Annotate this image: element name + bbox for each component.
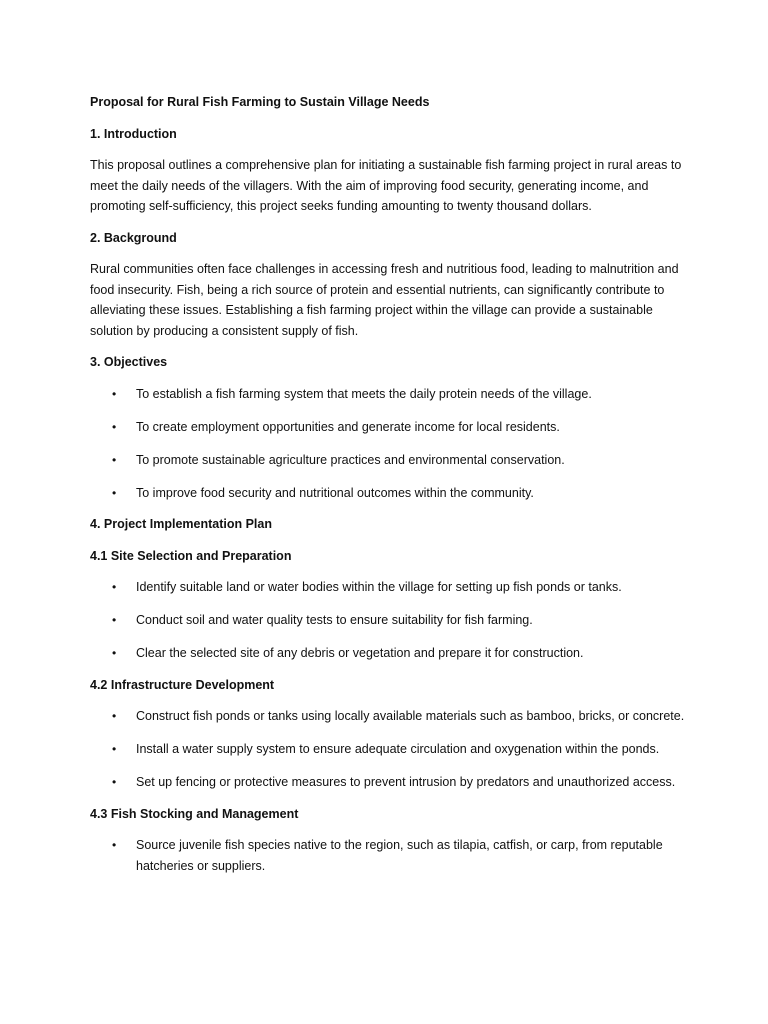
list-item — [90, 577, 690, 598]
bullet-icon: • — [112, 742, 117, 756]
section-heading-infrastructure: 4.2 Infrastructure Development — [90, 677, 275, 692]
list-item — [90, 450, 690, 471]
list-item — [90, 417, 690, 438]
list-item-text: Identify suitable land or water bodies within the village for setting up fish ponds or tanks. — [136, 580, 622, 594]
infrastructure-list — [90, 706, 690, 793]
list-item-text: Clear the selected site of any debris or vegetation and prepare it for construction. — [136, 646, 584, 660]
introduction-paragraph: This proposal outlines a comprehensive plan for initiating a sustainable fish farming project in rural areas to meet the daily needs of the villagers. With the aim of improving food security, generating income, and promoting self-sufficiency, this project seeks funding amounting to twenty thousand dollars. — [90, 158, 682, 213]
section-heading-implementation-plan: 4. Project Implementation Plan — [90, 517, 272, 531]
bullet-icon: • — [112, 838, 117, 852]
list-item-text: Set up fencing or protective measures to prevent intrusion by predators and unauthorized access. — [136, 775, 676, 789]
list-item-text: To establish a fish farming system that meets the daily protein needs of the village. — [136, 386, 592, 401]
list-item-text: Source juvenile fish species native to the region, such as tilapia, catfish, or carp, from reputable hatcheries or suppliers. — [136, 838, 663, 873]
bullet-icon: • — [112, 485, 117, 500]
list-item — [90, 739, 690, 760]
list-item — [90, 835, 690, 876]
bullet-icon: • — [112, 613, 117, 627]
section-heading-objectives: 3. Objectives — [90, 355, 168, 369]
list-item-text: Install a water supply system to ensure adequate circulation and oxygenation within the ponds. — [136, 742, 660, 756]
list-item-text: Conduct soil and water quality tests to ensure suitability for fish farming. — [136, 613, 533, 627]
document-page — [90, 92, 690, 887]
list-item — [90, 643, 690, 664]
list-item-text: To promote sustainable agriculture practices and environmental conservation. — [136, 452, 565, 467]
section-heading-background: 2. Background — [90, 230, 177, 245]
document-title: Proposal for Rural Fish Farming to Sustain Village Needs — [90, 95, 430, 109]
list-item — [90, 483, 690, 504]
bullet-icon: • — [112, 386, 117, 401]
bullet-icon: • — [112, 709, 117, 723]
background-paragraph: Rural communities often face challenges in accessing fresh and nutritious food, leading to malnutrition and food insecurity. Fish, being a rich source of protein and essential nutrients, can significantly contribute to alleviating these issues. Establishing a fish farming project within the village can provide a sustainable solution by producing a consistent supply of fish. — [90, 262, 679, 338]
list-item — [90, 610, 690, 631]
bullet-icon: • — [112, 775, 117, 789]
list-item-text: To create employment opportunities and generate income for local residents. — [136, 419, 560, 434]
list-item — [90, 772, 690, 793]
section-heading-fish-stocking: 4.3 Fish Stocking and Management — [90, 806, 299, 821]
bullet-icon: • — [112, 419, 117, 434]
objectives-list — [90, 384, 690, 504]
list-item — [90, 384, 690, 405]
bullet-icon: • — [112, 580, 117, 594]
list-item-text: To improve food security and nutritional outcomes within the community. — [136, 485, 534, 500]
list-item-text: Construct fish ponds or tanks using locally available materials such as bamboo, bricks, or concrete. — [136, 709, 685, 723]
site-selection-list — [90, 577, 690, 664]
fish-stocking-list — [90, 835, 690, 876]
list-item — [90, 706, 690, 727]
section-heading-introduction: 1. Introduction — [90, 126, 177, 141]
section-heading-site-selection: 4.1 Site Selection and Preparation — [90, 548, 292, 563]
bullet-icon: • — [112, 452, 117, 467]
bullet-icon: • — [112, 646, 117, 660]
